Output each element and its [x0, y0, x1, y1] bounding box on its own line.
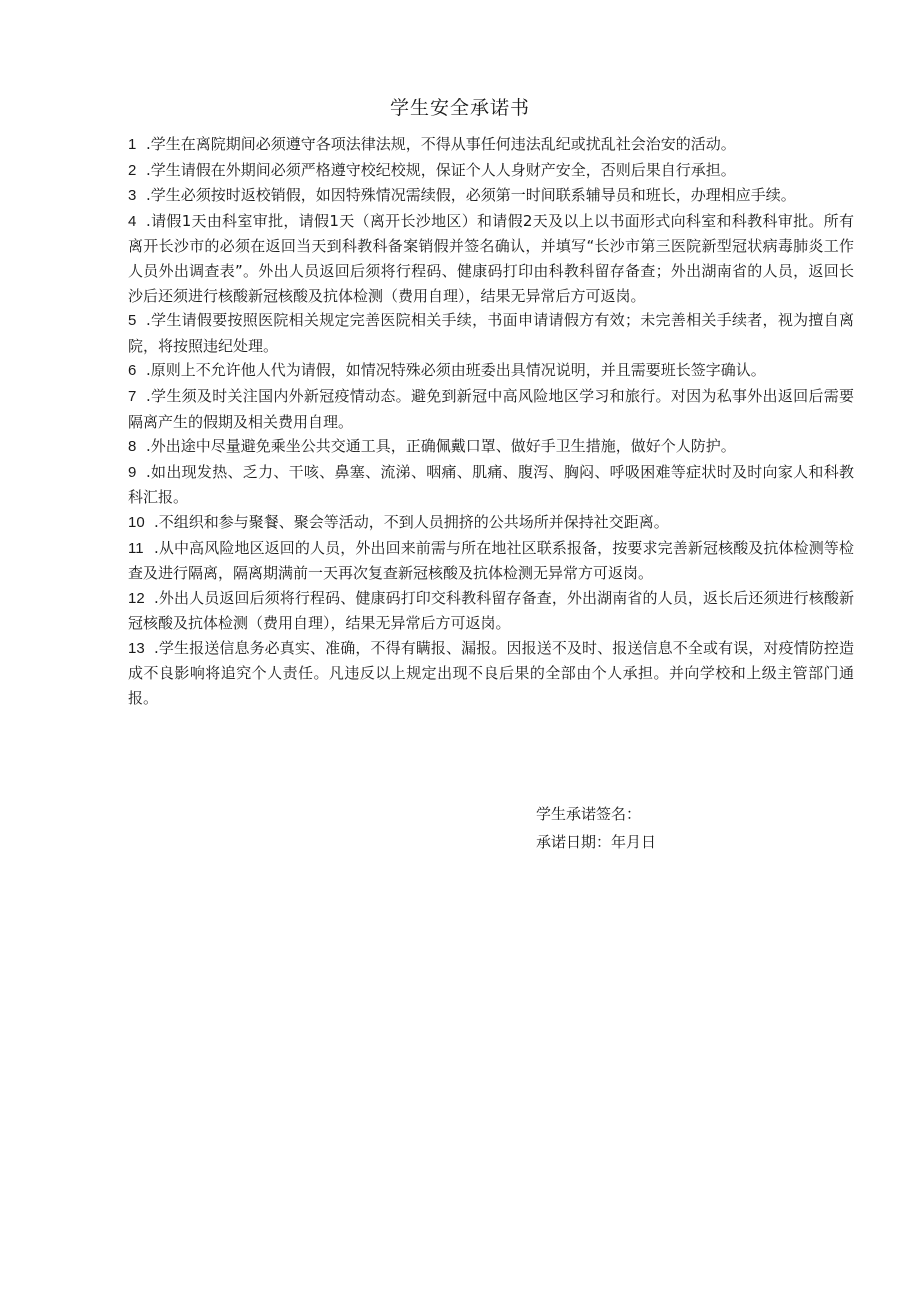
clause-number: 2 [128, 161, 137, 179]
clause-text: .学生请假要按照医院相关规定完善医院相关手续，书面申请请假方有效；未完善相关手续者，视为擅自离院，将按照违纪处理。 [128, 311, 854, 355]
document-title: 学生安全承诺书 [389, 97, 530, 119]
clause-item [128, 460, 854, 510]
clause-number: 8 [128, 438, 137, 456]
clause-text: .从中高风险地区返回的人员，外出回来前需与所在地社区联系报备，按要求完善新冠核酸及抗体检测等检查及进行隔离，隔离期满前一天再次复查新冠核酸及抗体检测无异常方可返岗。 [128, 538, 854, 583]
clause-item [128, 132, 854, 158]
clause-text: .学生在离院期间必须遵守各项法律法规，不得从事任何违法乱纪或扰乱社会治安的活动。 [146, 135, 736, 153]
clause-item [128, 158, 854, 184]
clause-number: 7 [128, 387, 137, 405]
clause-number: 10 [128, 513, 145, 531]
clause-number: 5 [128, 312, 137, 330]
clause-number: 1 [128, 136, 137, 153]
clause-list [128, 132, 854, 711]
clause-item [128, 586, 854, 636]
clause-text: .原则上不允许他人代为请假，如情况特殊必须由班委出具情况说明，并且需要班长签字确认。 [146, 361, 766, 380]
clause-item [128, 636, 854, 711]
clause-text: .学生必须按时返校销假，如因特殊情况需续假，必须第一时间联系辅导员和班长，办理相应手续。 [146, 186, 796, 205]
clause-number: 13 [128, 639, 145, 657]
signature-label: 学生承诺签名： [536, 805, 642, 823]
clause-number: 11 [128, 539, 144, 557]
clause-item [128, 209, 854, 308]
clause-text: .外出途中尽量避免乘坐公共交通工具，正确佩戴口罩、做好手卫生措施，做好个人防护。 [146, 437, 736, 456]
clause-number: 12 [128, 589, 145, 607]
clause-item [128, 358, 854, 384]
clause-item [128, 434, 854, 460]
clause-text: .如出现发热、乏力、干咳、鼻塞、流涕、咽痛、肌痛、腹泻、胸闷、呼吸困难等症状时及时向家人和科教科汇报。 [128, 462, 854, 507]
clause-number: 6 [128, 362, 137, 380]
signature-date-label: 承诺日期：年月日 [536, 833, 657, 851]
clause-text: .学生须及时关注国内外新冠疫情动态。避免到新冠中高风险地区学习和旅行。对因为私事外出返回后需要隔离产生的假期及相关费用自理。 [128, 386, 854, 431]
clause-text: .请假1天由科室审批，请假1天（离开长沙地区）和请假2天及以上以书面形式向科室和科教科审批。所有离开长沙市的必须在返回当天到科教科备案销假并签名确认，并填写“长沙市第三医院新型冠状病毒肺炎工作人员外出调查表”。外出人员返回后须将行程码、健康码打印由科教科留存备查；外出湖南省的人员，返回长沙后还须进行核酸新冠核酸及抗体检测（费用自理），结果无异常后方可返岗。 [128, 211, 854, 305]
clause-number: 3 [128, 187, 137, 205]
clause-number: 9 [128, 463, 137, 481]
clause-text: .学生请假在外期间必须严格遵守校纪校规，保证个人人身财产安全，否则后果自行承担。 [146, 160, 736, 179]
signature-block [536, 800, 656, 856]
clause-item [128, 510, 854, 536]
clause-number: 4 [128, 212, 137, 230]
clause-text: .不组织和参与聚餐、聚会等活动，不到人员拥挤的公共场所并保持社交距离。 [154, 512, 669, 531]
clause-item [128, 183, 854, 209]
clause-text: .外出人员返回后须将行程码、健康码打印交科教科留存备查，外出湖南省的人员，返长后还须进行核酸新冠核酸及抗体检测（费用自理），结果无异常后方可返岗。 [128, 588, 854, 633]
clause-item [128, 308, 854, 358]
clause-item [128, 384, 854, 434]
clause-text: .学生报送信息务必真实、准确，不得有瞒报、漏报。因报送不及时、报送信息不全或有误，对疫情防控造成不良影响将追究个人责任。凡违反以上规定出现不良后果的全部由个人承担。并向学校和上级主管部门通报。 [128, 638, 854, 708]
clause-item [128, 536, 854, 586]
